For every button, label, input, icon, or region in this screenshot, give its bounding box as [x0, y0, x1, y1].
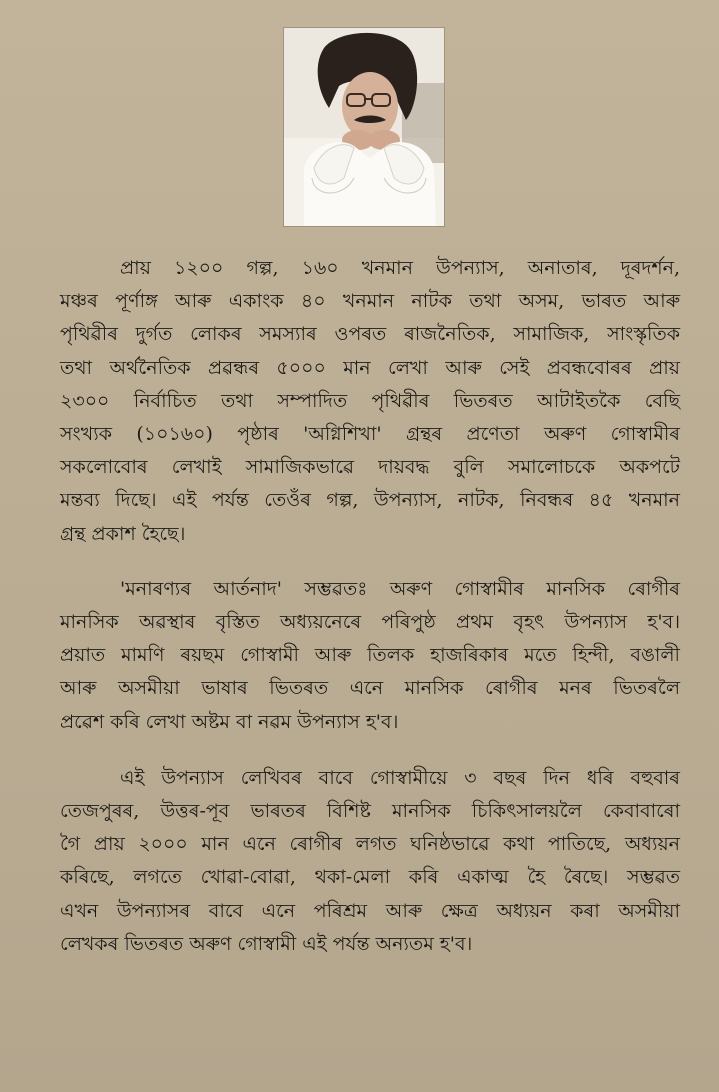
text-line: এখন উপন্যাসৰ বাবে এনে পৰিশ্ৰম আৰু ক্ষেত্ৰ অধ্যয়ন কৰা অসমীয়া — [60, 899, 680, 922]
text-line: প্ৰৱেশ কৰি লেখা অষ্টম বা নৱম উপন্যাস হ'ব। — [60, 710, 399, 733]
text-line: 'মনাৰণ্যৰ আৰ্তনাদ' সম্ভৱতঃ অৰুণ গোস্বামীৰ মানসিক ৰোগীৰ — [120, 577, 680, 600]
author-blurb — [60, 252, 680, 961]
text-line: গৈ প্ৰায় ২০০০ মান এনে ৰোগীৰ লগত ঘনিষ্ঠভাৱে কথা পাতিছে, অধ্যয়ন — [60, 833, 680, 856]
author-portrait-photo — [284, 28, 444, 226]
blurb-paragraph-2 — [60, 573, 680, 739]
text-line: তথা অৰ্থনৈতিক প্ৰৱন্ধৰ ৫০০০ মান লেখা আৰু সেই প্ৰবন্ধবোৰৰ প্ৰায় — [60, 356, 680, 379]
text-line: সকলোবোৰ লেখাই সামাজিকভাৱে দায়বদ্ধ বুলি সমালোচকে অকপটে — [60, 456, 680, 479]
text-line: প্ৰায় ১২০০ গল্প, ১৬০ খনমান উপন্যাস, অনাতাৰ, দূৰদৰ্শন, — [120, 257, 680, 279]
text-line: তেজপুৰৰ, উত্তৰ-পূব ভাৰতৰ বিশিষ্ট মানসিক চিকিৎসালয়লৈ কেবাবাৰো — [60, 800, 680, 823]
text-line: লেখকৰ ভিতৰত অৰুণ গোস্বামী এই পৰ্যন্ত অন্যতম হ'ব। — [60, 932, 473, 955]
text-line: মানসিক অৱস্থাৰ বৃস্তিত অধ্যয়নেৰে পৰিপুষ্ঠ প্ৰথম বৃহৎ উপন্যাস হ'ব। — [60, 611, 680, 634]
text-line: গ্ৰন্থ প্ৰকাশ হৈছে। — [60, 522, 186, 545]
text-line: সংখ্যক (১০১৬০) পৃষ্ঠাৰ 'অগ্নিশিখা' গ্ৰন্থৰ প্ৰণেতা অৰুণ গোস্বামীৰ — [60, 423, 680, 446]
text-line: পৃথিৱীৰ দুৰ্গত লোকৰ সমস্যাৰ ওপৰত ৰাজনৈতিক, সামাজিক, সাংস্কৃতিক — [60, 323, 680, 346]
text-line: আৰু অসমীয়া ভাষাৰ ভিতৰত এনে মানসিক ৰোগীৰ মনৰ ভিতৰলৈ — [60, 677, 680, 700]
text-line: মঞ্চৰ পূৰ্ণাঙ্গ আৰু একাংক ৪০ খনমান নাটক তথা অসম, ভাৰত আৰু — [60, 290, 680, 313]
blurb-paragraph-1 — [60, 252, 680, 551]
text-line: প্ৰয়াত মামণি ৰয়ছম গোস্বামী আৰু তিলক হাজৰিকাৰ মতে হিন্দী, বঙালী — [60, 644, 680, 667]
blurb-paragraph-3 — [60, 762, 680, 961]
text-line: মন্তব্য দিছে। এই পৰ্যন্ত তেওঁৰ গল্প, উপন্যাস, নাটক, নিবন্ধৰ ৪৫ খনমান — [60, 489, 680, 512]
text-line: কৰিছে, লগতে খোৱা-বোৱা, থকা-মেলা কৰি একাত্ম হৈ ৰৈছে। সম্ভৱত — [60, 866, 680, 889]
portrait-image — [284, 28, 444, 226]
text-line: ২৩০০ নিৰ্বাচিত তথা সম্পাদিত পৃথিৱীৰ ভিতৰত আটাইতকৈ বেছি — [60, 389, 680, 412]
text-line: এই উপন্যাস লেখিবৰ বাবে গোস্বামীয়ে ৩ বছৰ দিন ধৰি বহুবাৰ — [120, 766, 680, 789]
